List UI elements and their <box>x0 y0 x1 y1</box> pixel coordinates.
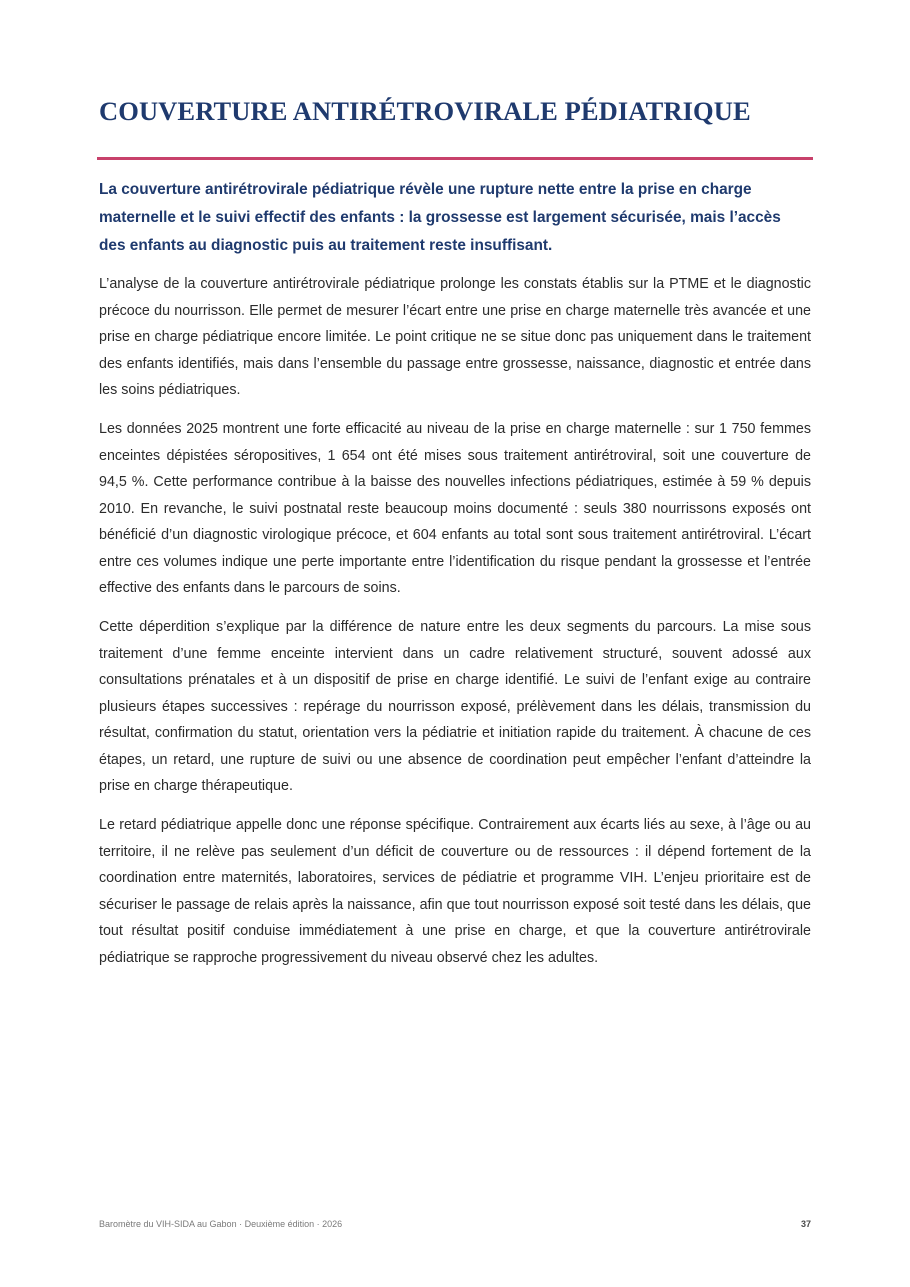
title-divider <box>97 157 813 160</box>
footer-page-number: 37 <box>800 1219 811 1229</box>
body-paragraph-2: Les données 2025 montrent une forte efficacité au niveau de la prise en charge maternelle : sur 1 750 femmes enceintes dépistées séropositives, 1 654 ont été mises sous traitement antirétroviral, soit une couverture de 94,5 %. Cette performance contribue à la baisse des nouvelles infections pédiatriques, estimée à 59 % depuis 2010. En revanche, le suivi postnatal reste beaucoup moins documenté : seuls 380 nourrissons exposés ont bénéficié d’un diagnostic virologique précoce, et 604 enfants au total sont sous traitement antirétroviral. L’écart entre ces volumes indique une perte importante entre l’identification du risque pendant la grossesse et l’entrée effective des enfants dans le parcours de soins. <box>99 421 811 596</box>
page-title: COUVERTURE ANTIRÉTROVIRALE PÉDIATRIQUE <box>99 96 751 126</box>
footer-publication: Baromètre du VIH-SIDA au Gabon · Deuxième édition · 2026 <box>99 1219 343 1229</box>
lead-paragraph: La couverture antirétrovirale pédiatrique révèle une rupture nette entre la prise en charge maternelle et le suivi effectif des enfants : la grossesse est largement sécurisée, mais l’accès des enfants au diagnostic puis au traitement reste insuffisant. <box>99 181 781 254</box>
body-paragraph-1: L’analyse de la couverture antirétrovirale pédiatrique prolonge les constats établis sur la PTME et le diagnostic précoce du nourrisson. Elle permet de mesurer l’écart entre une prise en charge maternelle très avancée et une prise en charge pédiatrique encore limitée. Le point critique ne se situe donc pas uniquement dans le traitement des enfants identifiés, mais dans l’ensemble du passage entre grossesse, naissance, diagnostic et entrée dans les soins pédiatriques. <box>99 276 811 398</box>
body-paragraph-4: Le retard pédiatrique appelle donc une réponse spécifique. Contrairement aux écarts liés au sexe, à l’âge ou au territoire, il ne relève pas seulement d’un déficit de couverture ou de ressources : il dépend fortement de la coordination entre maternités, laboratoires, services de pédiatrie et programme VIH. L’enjeu prioritaire est de sécuriser le passage de relais après la naissance, afin que tout nourrisson exposé soit testé dans les délais, que tout résultat positif conduise immédiatement à une prise en charge, et que la couverture antirétrovirale pédiatrique se rapproche progressivement du niveau observé chez les adultes. <box>99 817 811 966</box>
body-paragraph-3: Cette déperdition s’explique par la différence de nature entre les deux segments du parcours. La mise sous traitement d’une femme enceinte intervient dans un cadre relativement structuré, souvent adossé aux consultations prénatales et à un dispositif de prise en charge identifié. Le suivi de l’enfant exige au contraire plusieurs étapes successives : repérage du nourrisson exposé, prélèvement dans les délais, transmission du résultat, confirmation du statut, orientation vers la pédiatrie et initiation rapide du traitement. À chacune de ces étapes, un retard, une rupture de suivi ou une absence de coordination peut empêcher l’enfant d’atteindre la prise en charge thérapeutique. <box>99 619 811 794</box>
